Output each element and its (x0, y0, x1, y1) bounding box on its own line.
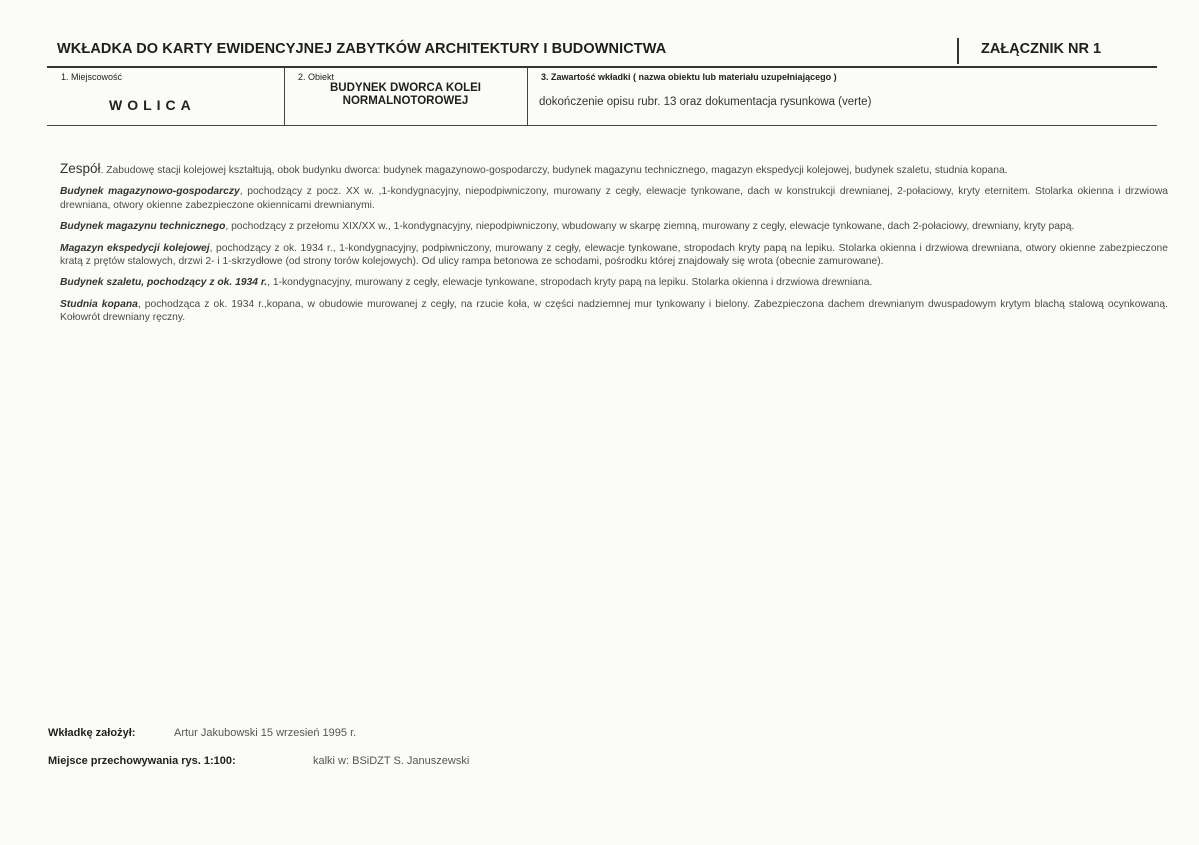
paragraph-lead: Budynek magazynowo-gospodarczy (60, 186, 240, 198)
town-cell (47, 67, 285, 125)
paragraph-storage-building (60, 185, 1168, 212)
annex-number: ZAŁĄCZNIK NR 1 (981, 41, 1102, 57)
town-value: WOLICA (109, 97, 196, 113)
content-cell (527, 67, 1157, 125)
object-value-line-1: BUDYNEK DWORCA KOLEI (330, 82, 481, 94)
paragraph-text: , pochodzący z pocz. XX w. ,1-kondygnacyjny, niepodpiwniczony, murowany z cegły, elewacje tynkowane, dach w konstrukcji drewnianej, 2-połaciowy, kryty eternitem. Stolarka okienna i drzwiowa drewniana, otwory okienne zabezpieczone okiennicami drewnianymi. (60, 186, 1168, 211)
object-value (284, 82, 527, 108)
paragraph-text: , pochodzący z przełomu XIX/XX w., 1-kondygnacyjny, niepodpiwniczony, wbudowany w skarpę ziemną, murowany z cegły, elewacje tynkowane, dach 2-połaciowy, drewniany, kryty papą. (225, 221, 1075, 233)
storage-line (48, 755, 470, 767)
object-cell (284, 67, 528, 125)
paragraph-lead: Budynek magazynu technicznego (60, 221, 226, 233)
paragraph-ensemble (60, 162, 1168, 177)
paragraph-well (60, 298, 1168, 325)
content-label: 3. Zawartość wkładki ( nazwa obiektu lub materiału uzupełniającego ) (541, 72, 837, 82)
author-value: Artur Jakubowski 15 wrzesień 1995 r. (174, 727, 357, 739)
town-label: 1. Miejscowość (61, 72, 123, 82)
fields-row (47, 67, 1157, 126)
header-divider (957, 38, 959, 64)
storage-label: Miejsce przechowywania rys. 1:100: (48, 755, 236, 767)
content-value: dokończenie opisu rubr. 13 oraz dokumentacja rysunkowa (verte) (539, 96, 872, 108)
paragraph-technical-warehouse (60, 220, 1168, 233)
document-title: WKŁADKA DO KARTY EWIDENCYJNEJ ZABYTKÓW ARCHITEKTURY I BUDOWNICTWA (57, 41, 667, 57)
author-label: Wkładkę założył: (48, 727, 136, 739)
paragraph-freight-warehouse (60, 242, 1168, 269)
storage-value: kalki w: BSiDZT S. Januszewski (313, 755, 470, 767)
paragraph-text: , pochodzący z ok. 1934 r., 1-kondygnacyjny, podpiwniczony, murowany z cegły, elewacje tynkowane, stropodach kryty papą na lepiku. Stolarka okienna i drzwiowa drewniana, otwory okienne zabezpieczone kratą z prętów stalowych, drzwi 2- i 1-skrzydłowe (od strony torów kolejowych). Od ulicy rampa betonowa ze schodami, pośrodku której znajdowały się wrota (obecnie zamurowane). (60, 242, 1168, 268)
object-label: 2. Obiekt (298, 72, 335, 82)
paragraph-toilet-building (60, 276, 1168, 289)
author-line (48, 727, 357, 739)
paragraph-text: . Zabudowę stacji kolejowej kształtują, obok budynku dworca: budynek magazynowo-gospodarczy, budynek magazynu technicznego, magazyn ekspedycji kolejowej, budynek szaletu, studnia kopana. (100, 165, 1008, 176)
paragraph-lead: Zespół (60, 161, 101, 176)
paragraph-text: , pochodząca z ok. 1934 r.,kopana, w obudowie murowanej z cegły, na rzucie koła, w części nadziemnej mur tynkowany i bielony. Zabezpieczona dachem drewnianym dwuspadowym krytym blachą stalową ocynkowaną. Kołowrót drewniany ręczny. (60, 298, 1168, 324)
paragraph-lead: Studnia kopana (60, 298, 138, 310)
description-body (60, 162, 1168, 333)
paragraph-lead: Magazyn ekspedycji kolejowej (60, 242, 210, 254)
paragraph-text: , 1-kondygnacyjny, murowany z cegły, elewacje tynkowane, stropodach kryty papą na lepiku. Stolarka okienna i drzwiowa drewniana. (267, 277, 873, 289)
header-row (47, 36, 1157, 68)
paragraph-lead: Budynek szaletu, pochodzący z ok. 1934 r. (60, 277, 268, 289)
object-value-line-2: NORMALNOTOROWEJ (342, 95, 469, 107)
